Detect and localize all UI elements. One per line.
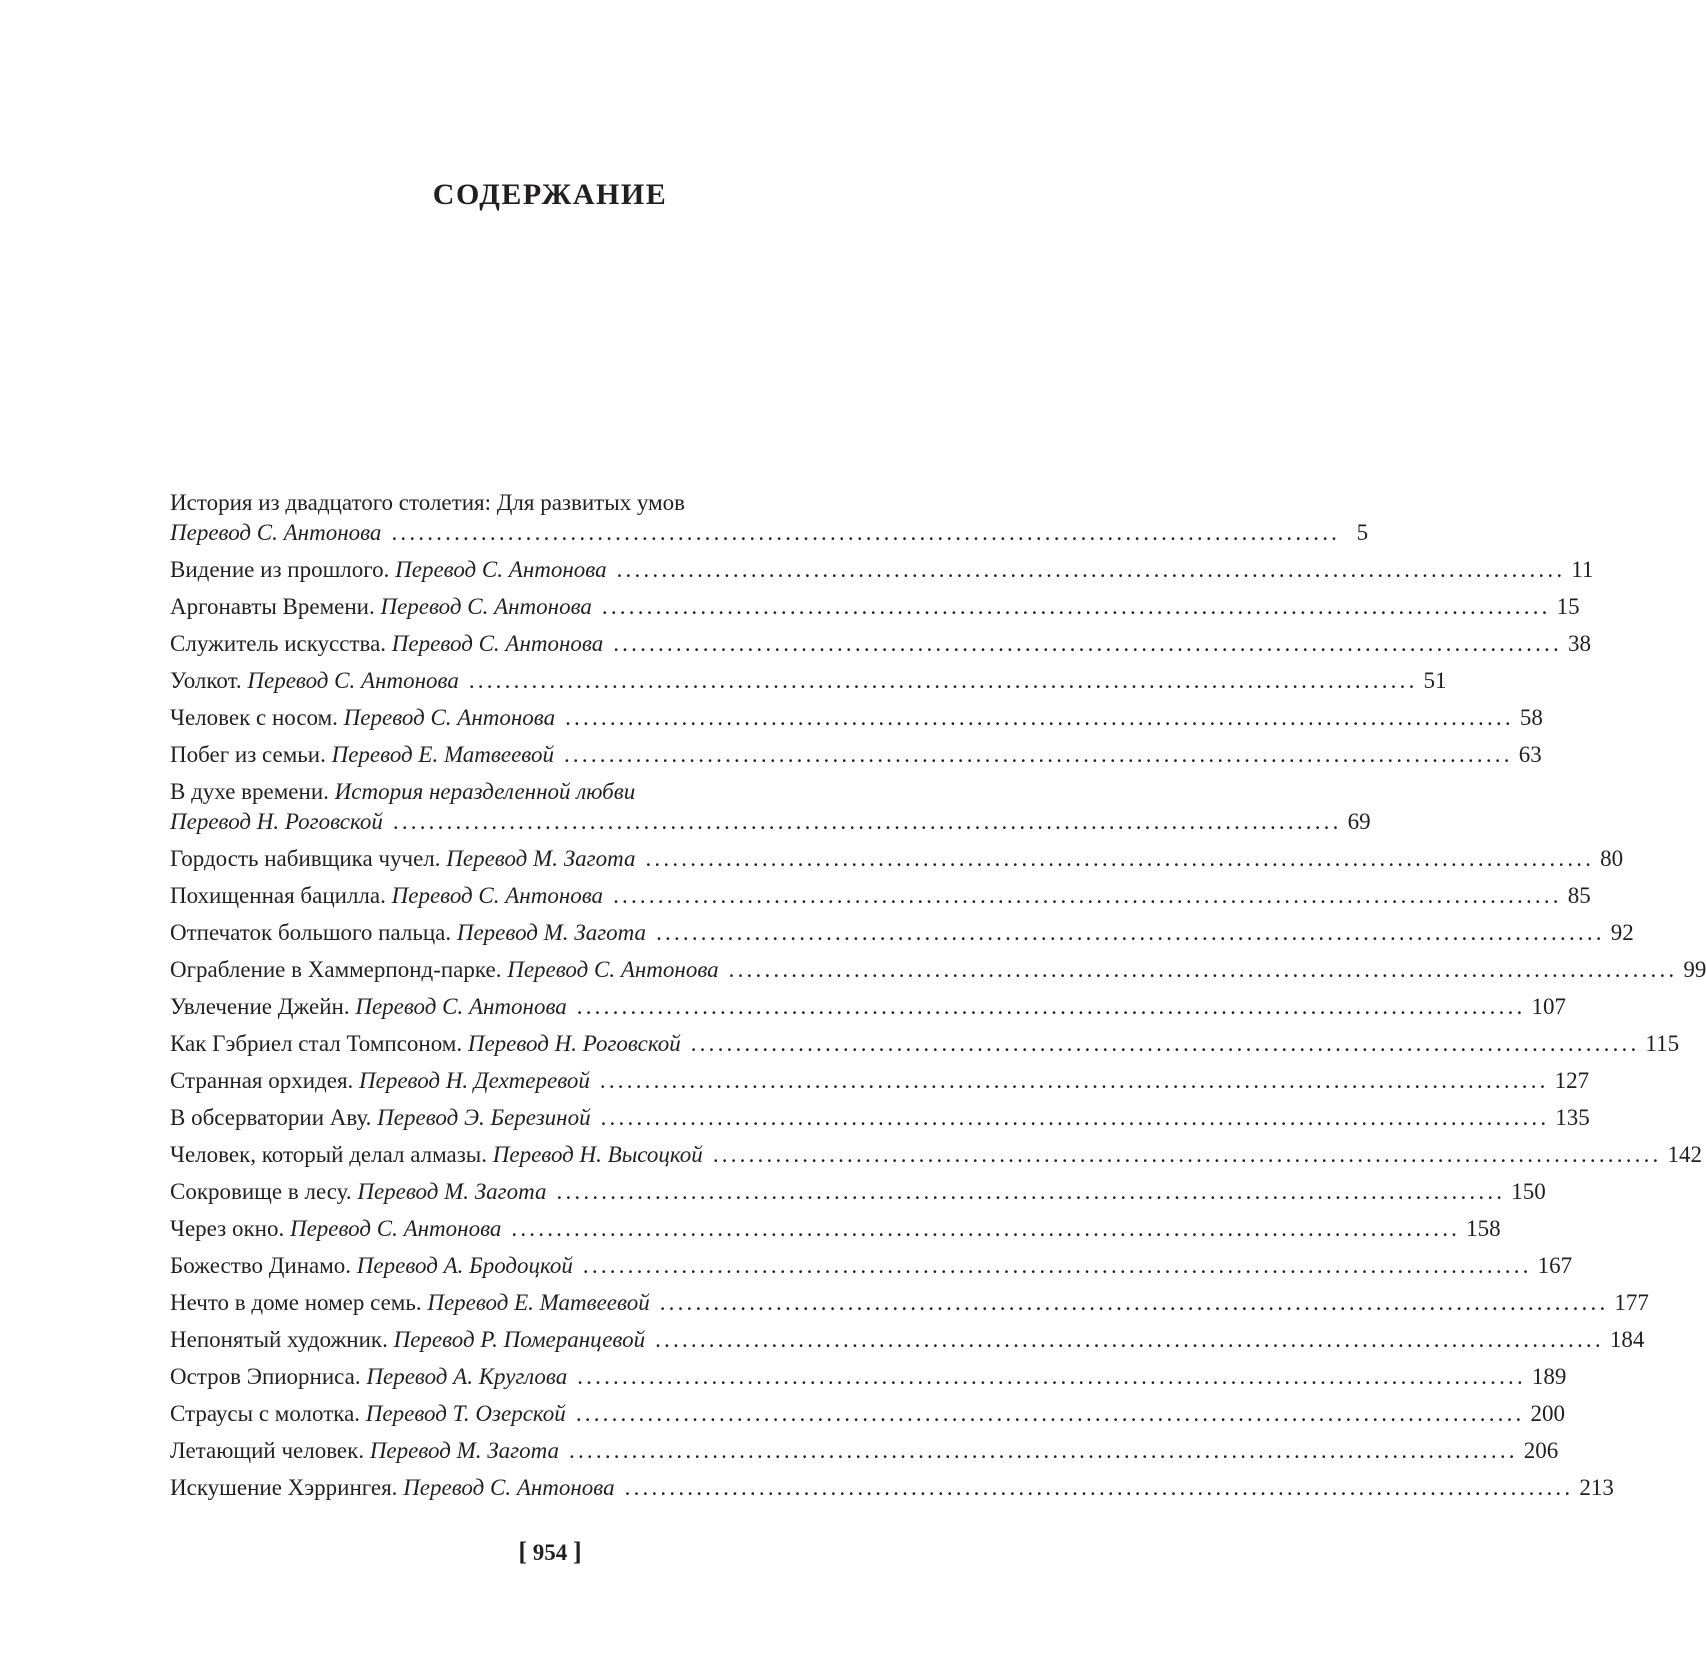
folio-number: 954 <box>532 1540 568 1565</box>
toc-entry-page: 15 <box>1556 594 1580 619</box>
toc-entry[interactable] <box>170 1399 1566 1429</box>
toc-entry-translator: Перевод С. Антонова <box>507 957 719 982</box>
dot-leader: .......................................................................................................... <box>690 1031 1640 1056</box>
toc-entry-page: 184 <box>1609 1327 1645 1352</box>
toc-entry-title: Побег из семьи. <box>170 742 326 767</box>
toc-entry-page: 51 <box>1423 668 1447 693</box>
dot-leader: .......................................................................................................... <box>577 1364 1526 1389</box>
toc-entry-title: Служитель искусства. <box>170 631 387 656</box>
dot-leader: .......................................................................................................... <box>582 1253 1532 1278</box>
dot-leader: .......................................................................................................... <box>656 920 1605 945</box>
toc-entry-title: Сокровище в лесу. <box>170 1179 352 1204</box>
toc-entry[interactable] <box>170 1288 1649 1318</box>
toc-entry-title: Непонятый художник. <box>170 1327 388 1352</box>
toc-entry-title: В обсерватории Аву. <box>170 1105 372 1130</box>
toc-entry[interactable] <box>170 1362 1567 1392</box>
toc-entry-translator: Перевод Э. Березиной <box>377 1105 591 1130</box>
toc-entry[interactable] <box>170 1103 1590 1133</box>
toc-entry[interactable] <box>170 666 1447 696</box>
toc-entry-translator: Перевод С. Антонова <box>355 994 567 1019</box>
toc-entry-title: История из двадцатого столетия: Для развитых умов <box>170 490 686 515</box>
toc-entry-title: Через окно. <box>170 1216 285 1241</box>
toc-entry-translator: Перевод Н. Роговской <box>170 809 383 834</box>
toc-entry-title: Аргонавты Времени. <box>170 594 375 619</box>
toc-entry-title: Ограбление в Хаммерпонд-парке. <box>170 957 502 982</box>
toc-entry-page: 5 <box>1356 520 1369 545</box>
folio-bracket-open: [ <box>518 1537 527 1566</box>
toc-entry-page: 200 <box>1530 1401 1566 1426</box>
toc-entry[interactable] <box>170 1473 1614 1503</box>
toc-entry[interactable] <box>170 844 1624 874</box>
dot-leader: .......................................................................................................... <box>655 1327 1604 1352</box>
toc-entry-title: Человек, который делал алмазы. <box>170 1142 488 1167</box>
toc-entry[interactable] <box>170 740 1542 770</box>
toc-entry-page: 206 <box>1523 1438 1559 1463</box>
toc-entry-title: Страусы с молотка. <box>170 1401 361 1426</box>
dot-leader: .......................................................................................................... <box>392 809 1342 834</box>
toc-entry-translator: Перевод Н. Дехтеревой <box>359 1068 590 1093</box>
toc-entry-title: Человек с носом. <box>170 705 338 730</box>
toc-entry-page: 69 <box>1347 809 1371 834</box>
toc-entry[interactable] <box>170 1436 1559 1466</box>
toc-entry-page: 38 <box>1567 631 1591 656</box>
toc-entry[interactable] <box>170 992 1566 1022</box>
dot-leader: .......................................................................................................... <box>624 1475 1574 1500</box>
toc-entry-translator: Перевод А. Бродоцкой <box>356 1253 573 1278</box>
toc-entry[interactable] <box>170 918 1634 948</box>
toc-entry-title: Похищенная бацилла. <box>170 883 386 908</box>
dot-leader: .......................................................................................................... <box>576 994 1526 1019</box>
toc-entry-subtitle: История неразделенной любви <box>334 779 636 804</box>
toc-entry-page: 11 <box>1571 557 1594 582</box>
toc-entry-translator: Перевод С. Антонова <box>403 1475 615 1500</box>
toc-entry-translator: Перевод С. Антонова <box>395 557 607 582</box>
toc-entry-title: Увлечение Джейн. <box>170 994 350 1019</box>
toc-entry-translator: Перевод Е. Матвеевой <box>427 1290 650 1315</box>
toc-entry-page: 115 <box>1645 1031 1680 1056</box>
dot-leader: .......................................................................................................... <box>556 1179 1506 1204</box>
toc-entry-page: 99 <box>1683 957 1706 982</box>
dot-leader: .......................................................................................................... <box>569 1438 1518 1463</box>
toc-entry[interactable] <box>170 1325 1645 1355</box>
dot-leader: .......................................................................................................... <box>599 1068 1549 1093</box>
dot-leader: .......................................................................................................... <box>645 846 1595 871</box>
dot-leader: .......................................................................................................... <box>728 957 1678 982</box>
toc-entry[interactable] <box>170 1177 1546 1207</box>
toc-entry-title: Летающий человек. <box>170 1438 365 1463</box>
toc-entry[interactable] <box>170 1251 1573 1281</box>
toc-entry-translator: Перевод Н. Роговской <box>467 1031 681 1056</box>
toc-entry[interactable] <box>170 488 1369 548</box>
page-title: СОДЕРЖАНИЕ <box>432 178 668 211</box>
toc-entry[interactable] <box>170 881 1591 911</box>
toc-entry-title: Гордость набивщика чучел. <box>170 846 441 871</box>
toc-entry-page: 150 <box>1511 1179 1546 1204</box>
toc-entry-page: 177 <box>1614 1290 1649 1315</box>
toc-entry[interactable] <box>170 777 1371 837</box>
toc-entry-page: 80 <box>1600 846 1624 871</box>
dot-leader: .......................................................................................................... <box>659 1290 1609 1315</box>
toc-entry-translator: Перевод С. Антонова <box>170 520 382 545</box>
toc-entry-page: 92 <box>1610 920 1634 945</box>
toc-entry-title: Остров Эпиорниса. <box>170 1364 361 1389</box>
dot-leader: .......................................................................................................... <box>468 668 1418 693</box>
toc-entry-translator: Перевод С. Антонова <box>391 631 604 656</box>
toc-entry-translator: Перевод Н. Высоцкой <box>492 1142 703 1167</box>
dot-leader: .......................................................................................................... <box>575 1401 1525 1426</box>
dot-leader: .......................................................................................................... <box>600 1105 1550 1130</box>
toc-entry-translator: Перевод С. Антонова <box>247 668 459 693</box>
dot-leader: .......................................................................................................... <box>601 594 1551 619</box>
dot-leader: .......................................................................................................... <box>391 520 1341 545</box>
toc-entry[interactable] <box>170 1029 1680 1059</box>
toc-entry-page: 85 <box>1567 883 1591 908</box>
dot-leader: .......................................................................................................... <box>613 883 1562 908</box>
toc-entry-page: 58 <box>1519 705 1543 730</box>
dot-leader: .......................................................................................................... <box>565 705 1514 730</box>
folio-bracket-close: ] <box>573 1537 582 1566</box>
toc-entry-translator: Перевод М. Загота <box>446 846 636 871</box>
toc-entry-translator: Перевод С. Антонова <box>391 883 604 908</box>
toc-entry-translator: Перевод М. Загота <box>456 920 647 945</box>
toc-entry-page: 127 <box>1554 1068 1590 1093</box>
toc-entry-page: 189 <box>1531 1364 1567 1389</box>
toc-entry-translator: Перевод Р. Померанцевой <box>393 1327 646 1352</box>
toc-entry-translator: Перевод С. Антонова <box>343 705 556 730</box>
toc-entry-translator: Перевод С. Антонова <box>289 1216 502 1241</box>
dot-leader: .......................................................................................................... <box>563 742 1513 767</box>
toc-entry[interactable] <box>170 1066 1590 1096</box>
toc-entry-translator: Перевод М. Загота <box>369 1438 560 1463</box>
dot-leader: .......................................................................................................... <box>616 557 1566 582</box>
toc-entry-title: Видение из прошлого. <box>170 557 390 582</box>
toc-entry-translator: Перевод А. Круглова <box>366 1364 568 1389</box>
toc-entry-title: Отпечаток большого пальца. <box>170 920 452 945</box>
toc-entry-translator: Перевод Е. Матвеевой <box>331 742 554 767</box>
page-number <box>0 1537 1100 1567</box>
toc-entry-page: 158 <box>1466 1216 1501 1241</box>
toc-entry[interactable] <box>170 703 1543 733</box>
toc-entry-title: Искушение Хэррингея. <box>170 1475 398 1500</box>
dot-leader: .......................................................................................................... <box>712 1142 1662 1167</box>
toc-entry-page: 167 <box>1537 1253 1573 1278</box>
toc-entry-page: 63 <box>1518 742 1542 767</box>
toc-entry-translator: Перевод Т. Озерской <box>365 1401 566 1426</box>
toc-entry-title: Как Гэбриел стал Томпсоном. <box>170 1031 463 1056</box>
toc-entry-page: 142 <box>1667 1142 1703 1167</box>
toc-entry-title: Нечто в доме номер семь. <box>170 1290 422 1315</box>
toc-entry[interactable] <box>170 555 1594 585</box>
toc-entry[interactable] <box>170 592 1580 622</box>
toc-entry-page: 107 <box>1531 994 1566 1019</box>
toc-entry[interactable] <box>170 1214 1501 1244</box>
toc-entry-title: В духе времени. <box>170 779 329 804</box>
dot-leader: .......................................................................................................... <box>511 1216 1461 1241</box>
dot-leader: .......................................................................................................... <box>613 631 1562 656</box>
toc-entry-translator: Перевод М. Загота <box>357 1179 547 1204</box>
toc-entry-translator: Перевод С. Антонова <box>380 594 592 619</box>
toc-entry[interactable] <box>170 629 1591 659</box>
toc-entry-title: Странная орхидея. <box>170 1068 354 1093</box>
table-of-contents <box>170 488 1706 1510</box>
toc-entry-title: Уолкот. <box>170 668 242 693</box>
toc-entry[interactable] <box>170 955 1706 985</box>
toc-entry-title: Божество Динамо. <box>170 1253 352 1278</box>
toc-entry-page: 135 <box>1555 1105 1590 1130</box>
toc-entry[interactable] <box>170 1140 1703 1170</box>
toc-entry-page: 213 <box>1579 1475 1614 1500</box>
